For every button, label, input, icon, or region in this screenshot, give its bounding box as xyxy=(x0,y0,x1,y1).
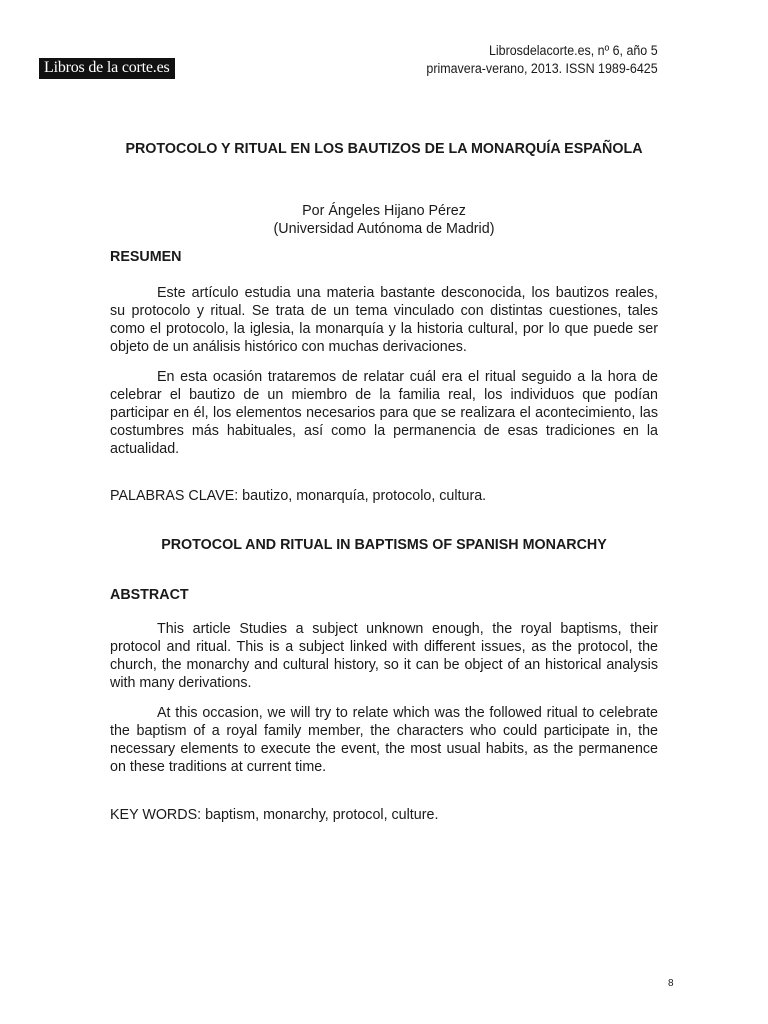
abstract-heading: ABSTRACT xyxy=(110,587,189,603)
author-byline xyxy=(110,202,658,238)
journal-logo: Libros de la corte.es xyxy=(39,58,175,79)
author-name: Por Ángeles Hijano Pérez xyxy=(302,203,466,219)
english-title: PROTOCOL AND RITUAL IN BAPTISMS OF SPANISH MONARCHY xyxy=(161,537,607,553)
author-affiliation: (Universidad Autónoma de Madrid) xyxy=(273,221,495,237)
resumen-heading: RESUMEN xyxy=(110,249,182,265)
abstract-paragraph-2: At this occasion, we will try to relate which was the followed ritual to celebrate the baptism of a royal family member, the characters who could participate in, the necessary elements to execute the event, the most usual habits, as the permanence on these traditions at current time. xyxy=(110,705,658,775)
journal-citation xyxy=(427,42,658,78)
resumen-paragraph-2: En esta ocasión trataremos de relatar cuál era el ritual seguido a la hora de celebrar el bautizo de un miembro de la familia real, los individuos que podían participar en él, los elementos necesarios para que se realizara el acontecimiento, las costumbres más habituales, así como la permanencia de esas tradiciones en la actualidad. xyxy=(110,369,658,457)
journal-citation-line-1: Librosdelacorte.es, nº 6, año 5 xyxy=(489,43,658,58)
page-number: 8 xyxy=(668,978,674,989)
palabras-clave: PALABRAS CLAVE: bautizo, monarquía, protocolo, cultura. xyxy=(110,488,487,504)
key-words: KEY WORDS: baptism, monarchy, protocol, culture. xyxy=(110,807,439,823)
article-title: PROTOCOLO Y RITUAL EN LOS BAUTIZOS DE LA MONARQUÍA ESPAÑOLA xyxy=(125,141,643,157)
abstract-paragraph-1: This article Studies a subject unknown enough, the royal baptisms, their protocol and ritual. This is a subject linked with different issues, as the protocol, the church, the monarchy and cultural history, so it can be object of an historical analysis with many derivations. xyxy=(110,621,658,691)
journal-citation-line-2: primavera-verano, 2013. ISSN 1989-6425 xyxy=(426,61,658,76)
resumen-paragraph-1: Este artículo estudia una materia bastante desconocida, los bautizos reales, su protocolo y ritual. Se trata de un tema vinculado con distintas cuestiones, tales como el protocolo, la iglesia, la monarquía y la historia cultural, por lo que puede ser objeto de un análisis histórico con muchas derivaciones. xyxy=(110,285,658,355)
